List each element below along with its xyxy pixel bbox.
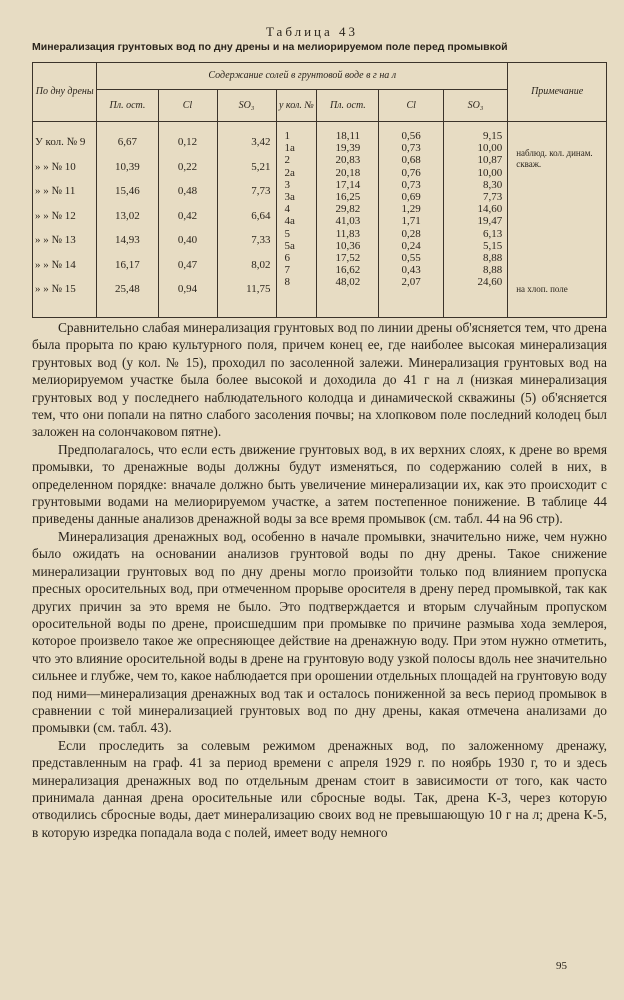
- drain-dry-list: [99, 122, 155, 312]
- field-dry-list: [319, 122, 376, 312]
- header-dry-residue-drain: Пл. ост.: [97, 90, 158, 122]
- table-cell: 8,88: [482, 251, 503, 264]
- field-cl-list: [381, 122, 440, 312]
- table-cell: 0,42: [177, 209, 198, 222]
- paragraph: Если проследить за солевым режимом дренажных вод, по заложенному дренажу, представленным на граф. 41 за период времени с апреля 1929 г. по ноябрь 1930 г, то и здесь минерализация дренажных вод по отдельным дренам стоит в зависимости от того, как часто принимала данная дрена оросительные или сбросные воды. Так, дрена К-3, через которую отводились сбросные воды, дает минерализацию своих вод не превышающую 10 г на л; дрена К-5, в которую изредка попадала вода с полей, имеет воду немного: [32, 737, 607, 840]
- table-cell: 2а: [284, 166, 295, 179]
- table-cell: 20,83: [335, 154, 361, 167]
- table-cell: » » № 15: [35, 283, 76, 295]
- col-notes: [508, 122, 607, 318]
- table-cell: 0,73: [401, 178, 421, 191]
- table-cell: 10,36: [335, 239, 361, 252]
- table-cell: 0,12: [177, 136, 198, 148]
- col-drain-cl: [158, 122, 217, 318]
- note-cotton-field: на хлоп. поле: [516, 284, 568, 294]
- table-cell: 0,56: [401, 130, 421, 142]
- table-cell: 10,87: [477, 154, 503, 167]
- table-cell: » » № 10: [35, 160, 76, 173]
- paragraph: Сравнительно слабая минерализация грунтовых вод по линии дрены об'ясняется тем, что дрена была прорыта по краю культурного поля, причем конец ее, где наиболее высокая минерализация грунтовых вод (у кол. № 15), проходил по засоленной залежи. Минерализация грунтовых вод на мелиорируемом участке была более высокой и доходила до 41 г на л (низкая минерализация грунтовых вод у последнего наблюдательного колодца и динамической скважины (5) об'ясняется тем, что они попали на пятно слабого засоления почвы; на хлопковом поле последний колодец был заложен на солончаковом пятне).: [32, 320, 607, 440]
- table-cell: 5,21: [251, 160, 271, 173]
- col-drain-labels: [33, 122, 97, 318]
- table-cell: 20,18: [335, 166, 361, 179]
- header-cl-drain: Cl: [158, 90, 217, 122]
- note-observation-wells: наблюд. кол. динам. скваж.: [516, 148, 593, 169]
- mineralization-table: [32, 62, 607, 318]
- table-cell: 16,17: [115, 258, 140, 271]
- table-cell: 5: [284, 227, 290, 240]
- table-cell: 10,00: [477, 142, 503, 155]
- header-notes: Примечание: [508, 63, 607, 122]
- table-title: Минерализация грунтовых вод по дну дрены и на мелиорируемом поле перед промывкой: [32, 41, 508, 53]
- table-cell: » » № 12: [35, 209, 76, 222]
- col-field-cl: [379, 122, 443, 318]
- paragraph: Минерализация дренажных вод, особенно в начале промывки, значительно ниже, чем нужно было ожидать на основании анализов грунтовой воды по дну дрены. Такое снижение минерализации грунтовых вод по дну дрены могло произойти только под влиянием пропуска пресных оросительных вод, при отмеченном прорыве оросителя в дрену перед промывкой, так как других причин за это время не было. Это подтверждается и вторым случайным пропуском оросительной воды по дрене, происшедшим при промывке по причине размыва хода землероя, которое произвело такое же опресняющее действие на дренажную воду. При этом нужно отметить, что это влияние оросительной воды в дрене на грунтовую воду узкой полосы вдоль нее значительно сильнее и глубже, чем то, какое наблюдается при орошении отдельных площадей на грунтовую воду под ними—минерализация дренажных вод так и осталось пониженной за весь период промывок в сравнении с той минерализацией грунтовых вод по дну дрены, какая отмечена анализами до промывки (см. табл. 43).: [32, 528, 607, 736]
- table-cell: 5,15: [482, 239, 503, 252]
- table-cell: 29,82: [335, 203, 361, 216]
- table-cell: » » № 11: [35, 185, 76, 197]
- table-cell: 0,73: [401, 142, 421, 155]
- drain-label-list: [35, 122, 94, 312]
- table-cell: 0,94: [177, 283, 198, 295]
- table-cell: 17,14: [335, 178, 361, 191]
- table-cell: 0,68: [401, 154, 421, 167]
- table-cell: 0,55: [401, 251, 421, 264]
- table-cell: 6,64: [251, 209, 271, 222]
- table-cell: 0,48: [177, 185, 198, 197]
- table-cell: 0,24: [401, 239, 421, 252]
- table-cell: 7,33: [251, 234, 271, 246]
- table-cell: 16,62: [335, 264, 361, 277]
- table-cell: 3а: [284, 190, 295, 203]
- table-cell: 3,42: [251, 136, 271, 148]
- table-cell: 8: [284, 276, 290, 289]
- drain-cl-list: [161, 122, 215, 312]
- table-cell: 7: [284, 264, 290, 277]
- table-cell: 6,67: [117, 136, 138, 148]
- table-cell: 9,15: [482, 130, 503, 142]
- table-cell: 48,02: [335, 276, 361, 289]
- header-well-number: у кол. №: [276, 90, 317, 122]
- header-dry-residue-field: Пл. ост.: [317, 90, 379, 122]
- header-so3-drain: SO₃: [217, 90, 276, 122]
- table-cell: У кол. № 9: [35, 136, 86, 148]
- table-cell: 3: [284, 178, 290, 191]
- header-so3-field: SO₃: [443, 90, 507, 122]
- table-cell: 0,40: [177, 234, 198, 246]
- table-cell: 19,47: [477, 215, 503, 228]
- table-cell: 0,28: [401, 227, 421, 240]
- table-cell: 1а: [284, 142, 295, 155]
- table-cell: 14,60: [477, 203, 503, 216]
- col-field-well: [276, 122, 317, 318]
- col-drain-dry-residue: [97, 122, 158, 318]
- table-cell: 13,02: [115, 209, 140, 222]
- page-number: 95: [556, 960, 567, 972]
- table-cell: 8,30: [482, 178, 503, 191]
- table-cell: 8,02: [251, 258, 271, 271]
- table-cell: 24,60: [477, 276, 503, 289]
- table-cell: 10,00: [477, 166, 503, 179]
- header-drain: По дну дрены: [33, 63, 97, 122]
- body-text: [32, 319, 607, 841]
- table-cell: 7,73: [482, 190, 503, 203]
- table-cell: 18,11: [335, 130, 361, 142]
- header-content-group: Содержание солей в грунтовой воде в г на л: [97, 63, 508, 90]
- field-so3-list: [446, 122, 505, 312]
- table-cell: 1,71: [401, 215, 421, 228]
- table-cell: 5а: [284, 239, 295, 252]
- header-cl-field: Cl: [379, 90, 443, 122]
- drain-so3-list: [220, 122, 274, 312]
- col-drain-so3: [217, 122, 276, 318]
- table-cell: 6: [284, 251, 290, 264]
- table-cell: 2: [284, 154, 290, 167]
- table-cell: 6,13: [482, 227, 503, 240]
- table-cell: 1: [284, 130, 290, 142]
- col-field-so3: [443, 122, 507, 318]
- table-cell: 8,88: [482, 264, 503, 277]
- table-cell: 0,22: [177, 160, 198, 173]
- table-cell: 0,69: [401, 190, 421, 203]
- table-cell: » » № 13: [35, 234, 76, 246]
- table-cell: 10,39: [115, 160, 140, 173]
- table-cell: 16,25: [335, 190, 361, 203]
- table-cell: 19,39: [335, 142, 361, 155]
- table-cell: 17,52: [335, 251, 361, 264]
- table-cell: 41,03: [335, 215, 361, 228]
- col-field-dry-residue: [317, 122, 379, 318]
- paragraph: Предполагалось, что если есть движение грунтовых вод, в их верхних слоях, к дрене во время промывки, то дренажные воды должны будут изменяться, по содержанию солей в них, в определенном порядке: вначале должно быть увеличение минерализации их, как это происходит с грунтовыми водами на мелиорируемом участке, а затем постепенное понижение. В таблице 44 приведены данные анализов дренажной воды за все время промывок (см. табл. 44 на 96 стр).: [32, 441, 607, 527]
- table-cell: 0,47: [177, 258, 198, 271]
- table-number: Таблица 43: [265, 24, 359, 39]
- table-cell: 0,43: [401, 264, 421, 277]
- table-cell: 7,73: [251, 185, 271, 197]
- field-well-list: [279, 122, 315, 312]
- table-cell: 4: [284, 203, 290, 216]
- table-cell: 11,83: [335, 227, 361, 240]
- table-cell: » » № 14: [35, 258, 76, 271]
- table-cell: 1,29: [401, 203, 421, 216]
- table-cell: 14,93: [115, 234, 140, 246]
- table-cell: 2,07: [401, 276, 421, 289]
- table-cell: 4а: [284, 215, 295, 228]
- table-cell: 15,46: [115, 185, 140, 197]
- table-cell: 25,48: [115, 283, 140, 295]
- table-cell: 11,75: [246, 283, 271, 295]
- table-cell: 0,76: [401, 166, 421, 179]
